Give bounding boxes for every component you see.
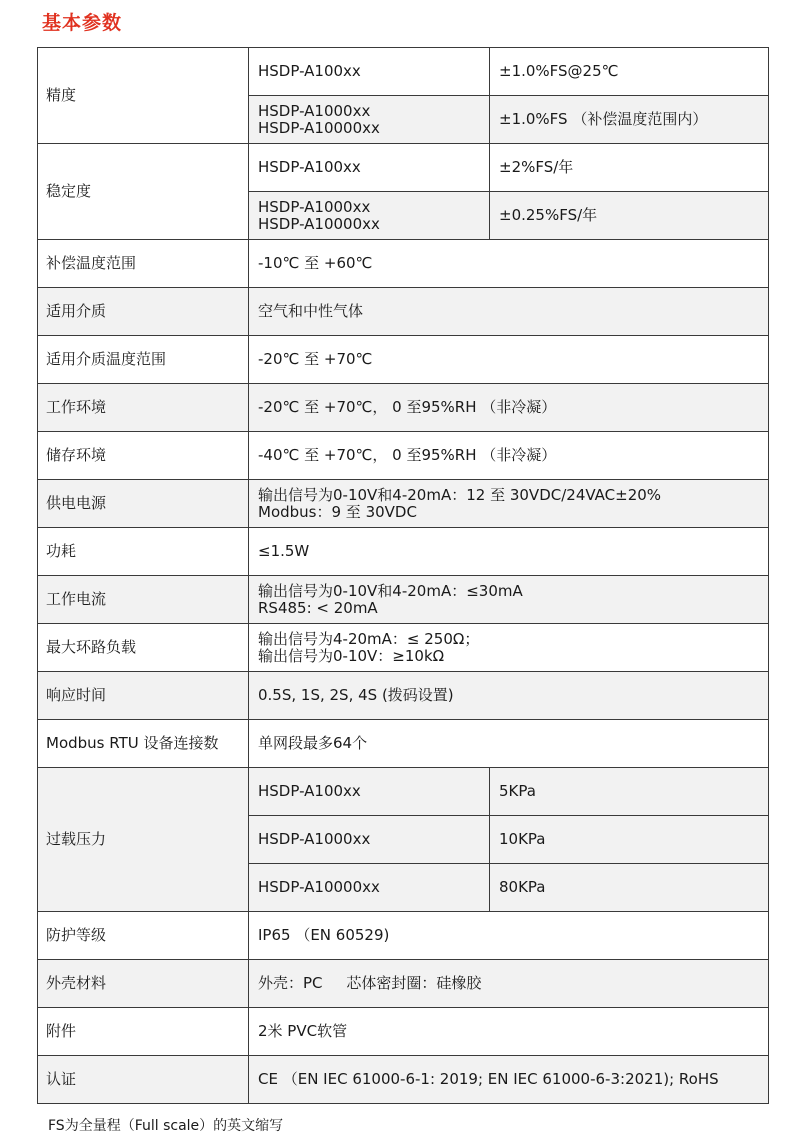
work-env-row bbox=[38, 384, 769, 432]
medium-temp-label: 适用介质温度范围 bbox=[38, 336, 249, 384]
medium-temp-row bbox=[38, 336, 769, 384]
accuracy-model-1: HSDP-A100xx bbox=[249, 48, 490, 96]
medium-value: 空气和中性气体 bbox=[249, 288, 769, 336]
spec-table bbox=[37, 47, 769, 1104]
power-consumption-label: 功耗 bbox=[38, 528, 249, 576]
protection-label: 防护等级 bbox=[38, 912, 249, 960]
power-supply-row bbox=[38, 480, 769, 528]
power-supply-label: 供电电源 bbox=[38, 480, 249, 528]
modbus-devices-label: Modbus RTU 设备连接数 bbox=[38, 720, 249, 768]
power-consumption-row bbox=[38, 528, 769, 576]
work-current-value bbox=[249, 576, 769, 624]
storage-env-row bbox=[38, 432, 769, 480]
housing-label: 外壳材料 bbox=[38, 960, 249, 1008]
response-time-row bbox=[38, 672, 769, 720]
stability-model-1: HSDP-A100xx bbox=[249, 144, 490, 192]
work-env-label: 工作环境 bbox=[38, 384, 249, 432]
accuracy-model-2-line1: HSDP-A1000xx bbox=[258, 101, 371, 120]
work-current-row bbox=[38, 576, 769, 624]
comp-temp-row bbox=[38, 240, 769, 288]
certification-row bbox=[38, 1056, 769, 1104]
accessories-label: 附件 bbox=[38, 1008, 249, 1056]
section-title: 基本参数 bbox=[42, 12, 123, 34]
overload-label: 过载压力 bbox=[38, 768, 249, 912]
medium-label: 适用介质 bbox=[38, 288, 249, 336]
storage-env-label: 储存环境 bbox=[38, 432, 249, 480]
accessories-row bbox=[38, 1008, 769, 1056]
work-current-label: 工作电流 bbox=[38, 576, 249, 624]
comp-temp-label: 补偿温度范围 bbox=[38, 240, 249, 288]
housing-row bbox=[38, 960, 769, 1008]
storage-env-value: -40℃ 至 +70℃， 0 至95%RH （非冷凝） bbox=[249, 432, 769, 480]
accuracy-row bbox=[38, 48, 769, 96]
response-time-value: 0.5S, 1S, 2S, 4S (拨码设置) bbox=[249, 672, 769, 720]
protection-value: IP65 （EN 60529) bbox=[249, 912, 769, 960]
footnote: FS为全量程（Full scale）的英文缩写 bbox=[48, 1118, 284, 1134]
overload-spec-3: 80KPa bbox=[490, 864, 769, 912]
stability-model-2 bbox=[249, 192, 490, 240]
max-loop-load-value bbox=[249, 624, 769, 672]
work-current-line2: RS485: < 20mA bbox=[258, 598, 378, 617]
housing-value: 外壳：PC 芯体密封圈：硅橡胶 bbox=[249, 960, 769, 1008]
certification-label: 认证 bbox=[38, 1056, 249, 1104]
overload-model-1: HSDP-A100xx bbox=[249, 768, 490, 816]
work-env-value: -20℃ 至 +70℃， 0 至95%RH （非冷凝） bbox=[249, 384, 769, 432]
medium-row bbox=[38, 288, 769, 336]
modbus-devices-row bbox=[38, 720, 769, 768]
accuracy-spec-1: ±1.0%FS@25℃ bbox=[490, 48, 769, 96]
power-consumption-value: ≤1.5W bbox=[249, 528, 769, 576]
stability-label: 稳定度 bbox=[38, 144, 249, 240]
stability-model-2-line1: HSDP-A1000xx bbox=[258, 197, 371, 216]
stability-row bbox=[38, 144, 769, 192]
certification-value: CE （EN IEC 61000-6-1: 2019; EN IEC 61000-6-3:2021); RoHS bbox=[249, 1056, 769, 1104]
max-loop-load-line2: 输出信号为0-10V：≥10kΩ bbox=[258, 646, 445, 665]
max-loop-load-row bbox=[38, 624, 769, 672]
accuracy-label: 精度 bbox=[38, 48, 249, 144]
stability-spec-2: ±0.25%FS/年 bbox=[490, 192, 769, 240]
overload-model-3: HSDP-A10000xx bbox=[249, 864, 490, 912]
accuracy-model-2-line2: HSDP-A10000xx bbox=[258, 118, 380, 137]
medium-temp-value: -20℃ 至 +70℃ bbox=[249, 336, 769, 384]
response-time-label: 响应时间 bbox=[38, 672, 249, 720]
overload-spec-2: 10KPa bbox=[490, 816, 769, 864]
stability-model-2-line2: HSDP-A10000xx bbox=[258, 214, 380, 233]
stability-spec-1: ±2%FS/年 bbox=[490, 144, 769, 192]
overload-row bbox=[38, 768, 769, 816]
max-loop-load-label: 最大环路负载 bbox=[38, 624, 249, 672]
overload-spec-1: 5KPa bbox=[490, 768, 769, 816]
power-supply-line1: 输出信号为0-10V和4-20mA：12 至 30VDC/24VAC±20% bbox=[258, 485, 662, 504]
comp-temp-value: -10℃ 至 +60℃ bbox=[249, 240, 769, 288]
modbus-devices-value: 单网段最多64个 bbox=[249, 720, 769, 768]
accessories-value: 2米 PVC软管 bbox=[249, 1008, 769, 1056]
accuracy-model-2 bbox=[249, 96, 490, 144]
work-current-line1: 输出信号为0-10V和4-20mA：≤30mA bbox=[258, 581, 523, 600]
accuracy-spec-2: ±1.0%FS （补偿温度范围内） bbox=[490, 96, 769, 144]
power-supply-value bbox=[249, 480, 769, 528]
protection-row bbox=[38, 912, 769, 960]
max-loop-load-line1: 输出信号为4-20mA：≤ 250Ω； bbox=[258, 629, 480, 648]
overload-model-2: HSDP-A1000xx bbox=[249, 816, 490, 864]
power-supply-line2: Modbus：9 至 30VDC bbox=[258, 502, 417, 521]
